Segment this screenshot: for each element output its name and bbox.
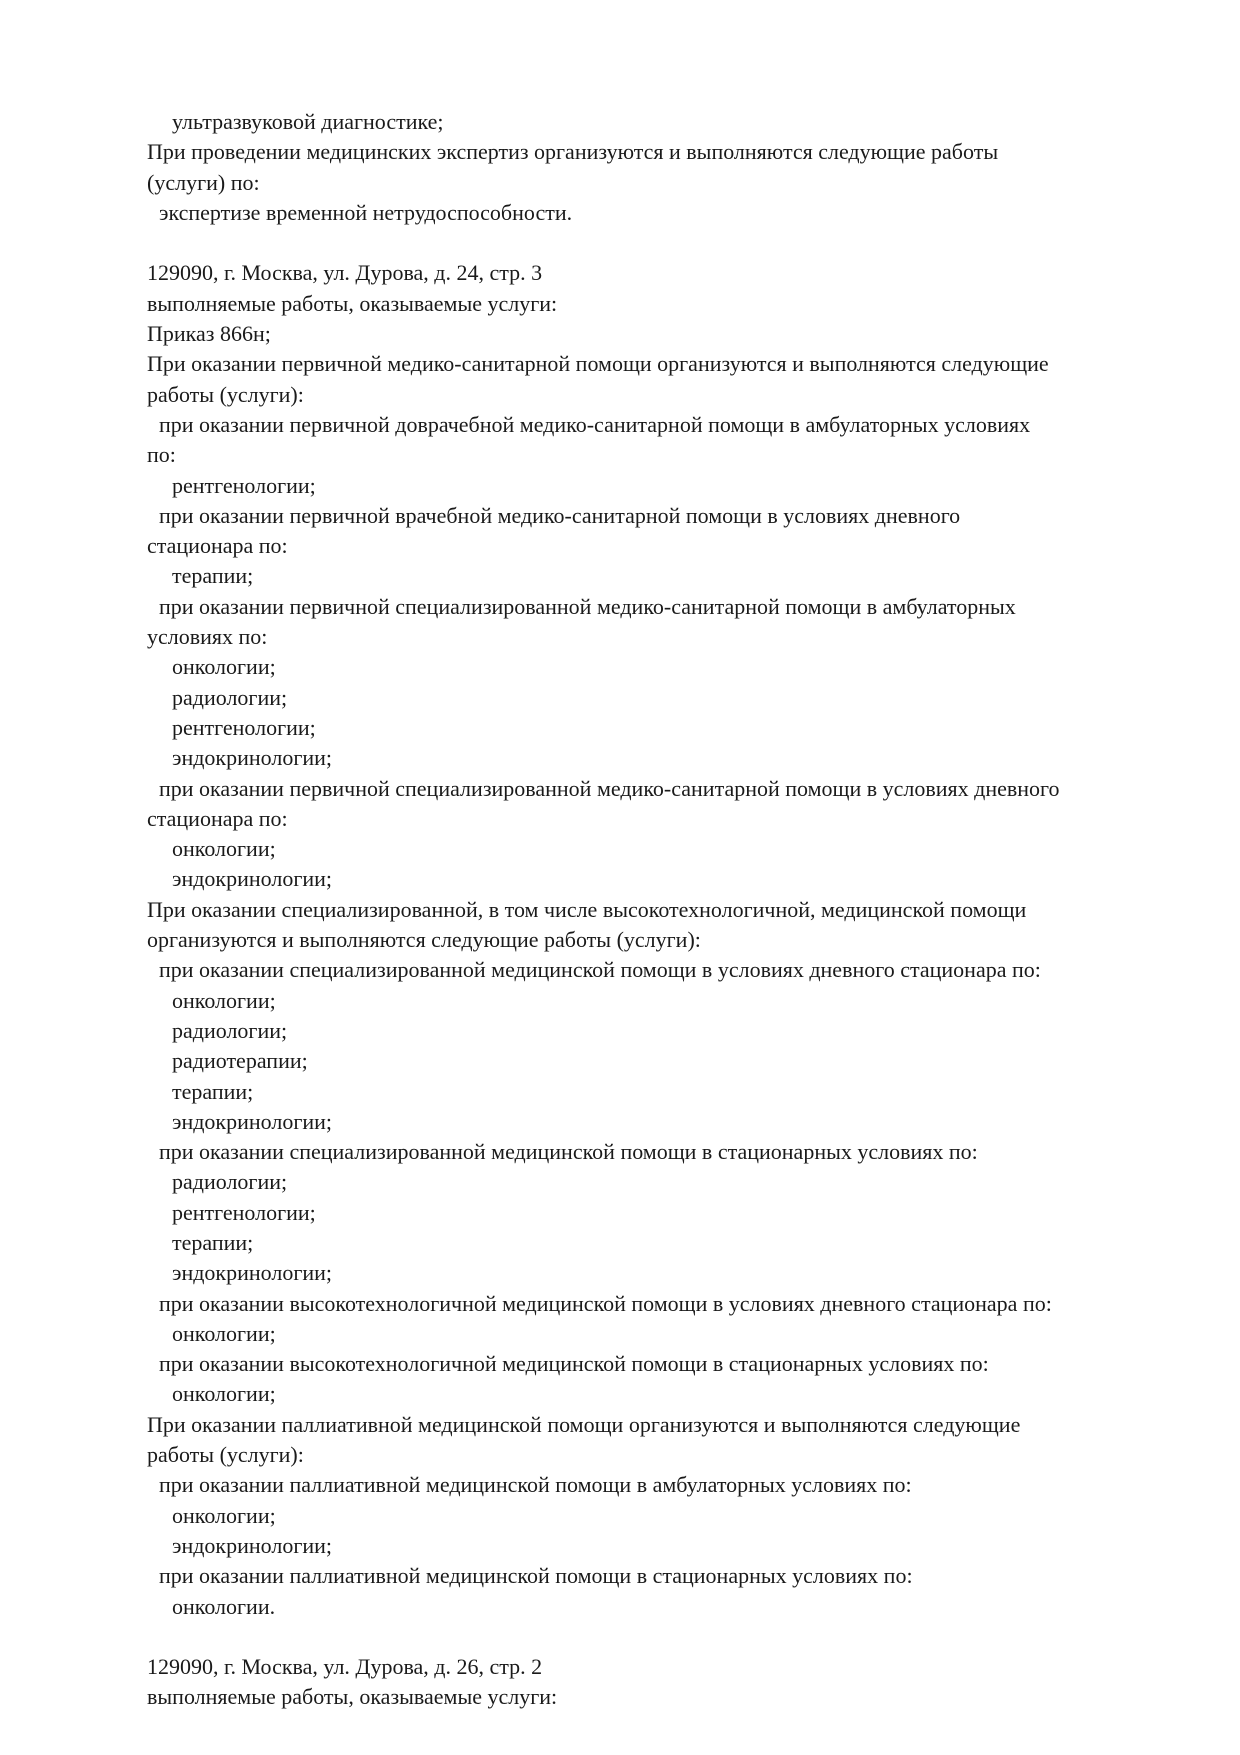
text-line: при оказании специализированной медицинской помощи в стационарных условиях по:: [159, 1139, 978, 1165]
text-line: при оказании высокотехнологичной медицинской помощи в условиях дневного стационара по:: [159, 1290, 1052, 1316]
text-line: по:: [147, 442, 176, 468]
text-line: эндокринологии;: [172, 866, 333, 892]
text-line: работы (услуги):: [147, 1442, 304, 1468]
text-line: условиях по:: [147, 624, 268, 650]
text-line: 129090, г. Москва, ул. Дурова, д. 26, стр. 2: [147, 1654, 543, 1680]
text-line: терапии;: [172, 563, 254, 589]
text-line: онкологии;: [172, 654, 276, 680]
blank-line: [147, 228, 1197, 258]
text-line: онкологии;: [172, 1320, 276, 1346]
text-line: рентгенологии;: [172, 1199, 316, 1225]
text-line: онкологии;: [172, 1381, 276, 1407]
text-line: онкологии;: [172, 836, 276, 862]
text-line: 129090, г. Москва, ул. Дурова, д. 24, стр. 3: [147, 260, 543, 286]
text-line: при оказании специализированной медицинской помощи в условиях дневного стационара по:: [159, 957, 1041, 983]
text-line: ультразвуковой диагностике;: [172, 109, 444, 134]
text-line: терапии;: [172, 1078, 254, 1104]
document-body: [147, 107, 1197, 1713]
blank-line: [147, 1622, 1197, 1652]
text-line: при оказании первичной специализированной медико-санитарной помощи в условиях дневного: [159, 775, 1060, 801]
text-line: Приказ 866н;: [147, 321, 271, 347]
text-line: стационара по:: [147, 805, 288, 831]
text-line: выполняемые работы, оказываемые услуги:: [147, 1684, 558, 1710]
text-line: эндокринологии;: [172, 1532, 333, 1558]
text-line: эндокринологии;: [172, 1260, 333, 1286]
text-line: При оказании первичной медико-санитарной помощи организуются и выполняются следующие: [147, 351, 1049, 377]
text-line: стационара по:: [147, 533, 288, 559]
text-line: При проведении медицинских экспертиз организуются и выполняются следующие работы: [147, 139, 999, 165]
text-line: радиологии;: [172, 684, 288, 710]
text-line: рентгенологии;: [172, 472, 316, 498]
text-line: онкологии.: [172, 1593, 276, 1619]
text-line: экспертизе временной нетрудоспособности.: [159, 199, 573, 225]
text-line: При оказании паллиативной медицинской помощи организуются и выполняются следующие: [147, 1411, 1021, 1437]
text-line: работы (услуги):: [147, 381, 304, 407]
text-line: терапии;: [172, 1229, 254, 1255]
text-line: (услуги) по:: [147, 169, 260, 195]
text-line: при оказании паллиативной медицинской помощи в стационарных условиях по:: [159, 1563, 913, 1589]
text-line: При оказании специализированной, в том числе высокотехнологичной, медицинской помощи: [147, 896, 1027, 922]
text-line: радиотерапии;: [172, 1048, 308, 1074]
text-line: радиологии;: [172, 1169, 288, 1195]
text-line: выполняемые работы, оказываемые услуги:: [147, 290, 558, 316]
text-line: онкологии;: [172, 1502, 276, 1528]
text-line: при оказании паллиативной медицинской помощи в амбулаторных условиях по:: [159, 1472, 912, 1498]
text-line: эндокринологии;: [172, 745, 333, 771]
text-line: при оказании первичной специализированной медико-санитарной помощи в амбулаторных: [159, 593, 1016, 619]
text-line: при оказании высокотехнологичной медицинской помощи в стационарных условиях по:: [159, 1351, 989, 1377]
text-line: организуются и выполняются следующие работы (услуги):: [147, 927, 701, 953]
text-line: рентгенологии;: [172, 714, 316, 740]
text-line: радиологии;: [172, 1017, 288, 1043]
text-line: онкологии;: [172, 987, 276, 1013]
text-line: при оказании первичной врачебной медико-санитарной помощи в условиях дневного: [159, 502, 961, 528]
text-line: при оказании первичной доврачебной медико-санитарной помощи в амбулаторных условиях: [159, 411, 1031, 437]
text-line: эндокринологии;: [172, 1108, 333, 1134]
